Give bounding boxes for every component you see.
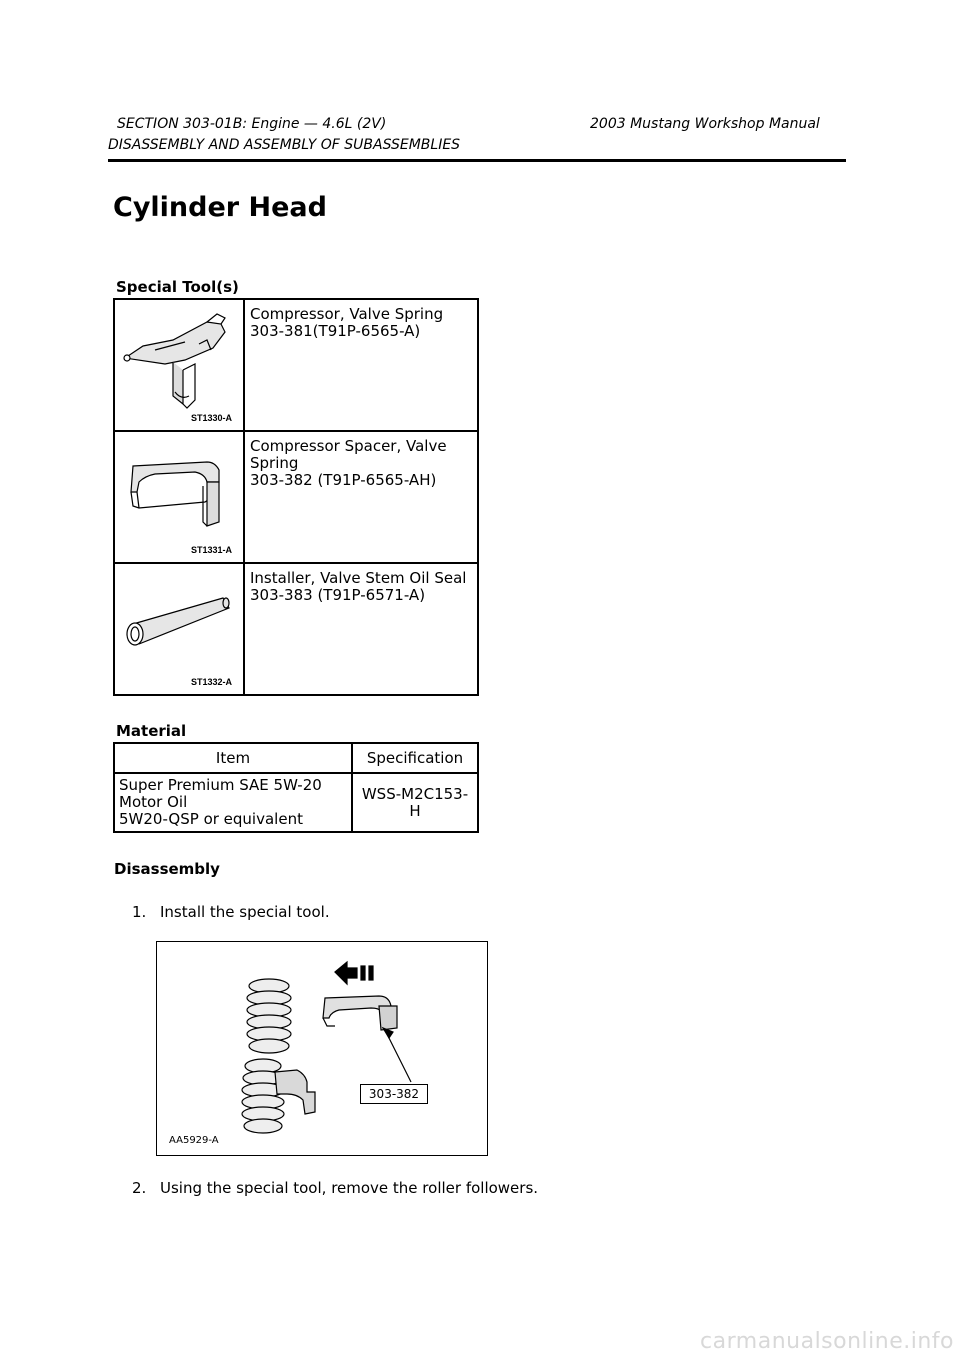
material-label: Material bbox=[116, 722, 187, 740]
tool-row bbox=[114, 299, 478, 431]
step-number: 1. bbox=[132, 903, 147, 921]
header-subtitle: DISASSEMBLY AND ASSEMBLY OF SUBASSEMBLIES bbox=[108, 137, 461, 153]
tool-name: Compressor Spacer, Valve bbox=[250, 437, 447, 455]
spacer-installation-figure bbox=[156, 941, 488, 1156]
watermark: carmanualsonline.info bbox=[700, 1329, 954, 1354]
header-rule bbox=[108, 159, 846, 162]
tool-caption: ST1331-A bbox=[191, 545, 233, 555]
disassembly-heading: Disassembly bbox=[114, 860, 220, 878]
valve-stem-seal-installer-image bbox=[115, 564, 243, 690]
figure-caption: AA5929-A bbox=[169, 1135, 219, 1146]
material-table bbox=[113, 742, 479, 833]
tool-image-cell bbox=[114, 431, 244, 563]
tool-name: Installer, Valve Stem Oil Seal bbox=[250, 569, 467, 587]
material-row bbox=[114, 773, 478, 832]
tool-number: 303-383 (T91P-6571-A) bbox=[250, 586, 426, 604]
tool-image-cell bbox=[114, 299, 244, 431]
tool-name: Compressor, Valve Spring bbox=[250, 305, 444, 323]
spec-line: H bbox=[409, 802, 421, 820]
header-section: SECTION 303-01B: Engine — 4.6L (2V) bbox=[117, 116, 387, 132]
special-tools-table bbox=[113, 298, 479, 696]
tool-callout-label: 303-382 bbox=[360, 1084, 428, 1104]
step-text: Using the special tool, remove the roller followers. bbox=[160, 1179, 539, 1197]
tool-image-cell bbox=[114, 563, 244, 695]
tool-number: 303-381(T91P-6565-A) bbox=[250, 322, 421, 340]
tool-caption: ST1332-A bbox=[191, 677, 233, 687]
lower-valve-spring bbox=[242, 1059, 284, 1133]
material-header-row bbox=[114, 743, 478, 773]
compressor-spacer-image bbox=[115, 432, 243, 558]
item-line: 5W20-QSP or equivalent bbox=[119, 810, 303, 828]
header-manual: 2003 Mustang Workshop Manual bbox=[590, 116, 820, 132]
tool-description bbox=[244, 431, 478, 563]
valve-spring-compressor-image bbox=[115, 300, 243, 426]
column-header-item: Item bbox=[114, 743, 352, 773]
tool-number: 303-382 (T91P-6565-AH) bbox=[250, 471, 437, 489]
material-specification bbox=[352, 773, 478, 832]
special-tools-label: Special Tool(s) bbox=[116, 278, 239, 296]
tool-description bbox=[244, 299, 478, 431]
tool-caption: ST1330-A bbox=[191, 413, 233, 423]
step-number: 2. bbox=[132, 1179, 147, 1197]
item-line: Super Premium SAE 5W-20 bbox=[119, 776, 322, 794]
spec-line: WSS-M2C153- bbox=[361, 785, 469, 803]
tool-row bbox=[114, 431, 478, 563]
page-title: Cylinder Head bbox=[113, 192, 327, 223]
tool-row bbox=[114, 563, 478, 695]
spring-and-spacer-illustration bbox=[157, 942, 487, 1155]
upper-valve-spring bbox=[247, 979, 291, 1053]
direction-arrow-icon bbox=[335, 962, 373, 984]
tool-name-cont: Spring bbox=[250, 454, 299, 472]
material-item bbox=[114, 773, 352, 832]
tool-description bbox=[244, 563, 478, 695]
item-line: Motor Oil bbox=[119, 793, 188, 811]
column-header-specification: Specification bbox=[352, 743, 478, 773]
step-text: Install the special tool. bbox=[160, 903, 330, 921]
